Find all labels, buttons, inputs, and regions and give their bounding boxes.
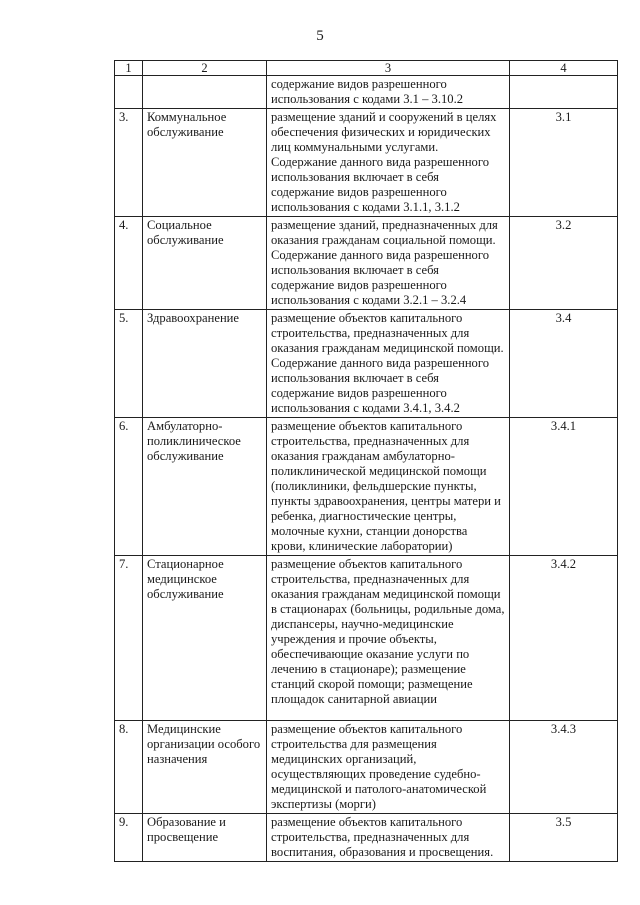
row-number: 6.: [115, 418, 143, 556]
use-description: размещение зданий и сооружений в целях обеспечения физических и юридических лиц коммунальными услугами. Содержание данного вида разрешенного использования включает в себя содержание видов разрешенного использования с кодами 3.1.1, 3.1.2: [267, 109, 510, 217]
table-header-row: [115, 61, 618, 76]
use-description: размещение объектов капитального строительства, предназначенных для оказания гражданам медицинской помощи. Содержание данного вида разрешенного использования включает в себя содержание видов разрешенного использования с кодами 3.4.1, 3.4.2: [267, 310, 510, 418]
row-number: 7.: [115, 556, 143, 721]
row-number: 3.: [115, 109, 143, 217]
row-number: 4.: [115, 217, 143, 310]
use-name: Коммунальное обслуживание: [143, 109, 267, 217]
use-name: [143, 76, 267, 109]
use-description: размещение объектов капитального строительства, предназначенных для воспитания, образования и просвещения.: [267, 814, 510, 862]
use-code: [510, 76, 618, 109]
table-row: [115, 310, 618, 418]
table-row: [115, 814, 618, 862]
use-name: Стационарное медицинское обслуживание: [143, 556, 267, 721]
row-number: 5.: [115, 310, 143, 418]
table-row: [115, 418, 618, 556]
row-number: [115, 76, 143, 109]
use-code: 3.5: [510, 814, 618, 862]
use-code: 3.4.1: [510, 418, 618, 556]
use-name: Амбулаторно-поликлиническое обслуживание: [143, 418, 267, 556]
row-number: 9.: [115, 814, 143, 862]
use-name: Медицинские организации особого назначения: [143, 721, 267, 814]
row-number: 8.: [115, 721, 143, 814]
use-code: 3.1: [510, 109, 618, 217]
page-number: 5: [316, 28, 324, 44]
table-row: [115, 109, 618, 217]
use-code: 3.2: [510, 217, 618, 310]
use-description: размещение объектов капитального строительства, предназначенных для оказания гражданам медицинской помощи в стационарах (больницы, родильные дома, диспансеры, научно-медицинские учреждения и прочие объекты, обеспечивающие оказание услуги по лечению в стационаре); размещение станций скорой помощи; размещение площадок санитарной авиации: [267, 556, 510, 721]
use-description: содержание видов разрешенного использования с кодами 3.1 – 3.10.2: [267, 76, 510, 109]
column-header-1: 1: [115, 61, 143, 76]
use-name: Здравоохранение: [143, 310, 267, 418]
column-header-4: 4: [510, 61, 618, 76]
table-row: [115, 556, 618, 721]
column-header-3: 3: [267, 61, 510, 76]
column-header-2: 2: [143, 61, 267, 76]
table-row: [115, 217, 618, 310]
use-description: размещение зданий, предназначенных для оказания гражданам социальной помощи. Содержание данного вида разрешенного использования включает в себя содержание видов разрешенного использования с кодами 3.2.1 – 3.2.4: [267, 217, 510, 310]
land-use-table: [114, 60, 618, 862]
use-description: размещение объектов капитального строительства для размещения медицинских организаций, осуществляющих проведение судебно-медицинской и патолого-анатомической экспертизы (морги): [267, 721, 510, 814]
use-code: 3.4: [510, 310, 618, 418]
use-code: 3.4.3: [510, 721, 618, 814]
use-name: Социальное обслуживание: [143, 217, 267, 310]
use-description: размещение объектов капитального строительства, предназначенных для оказания гражданам амбулаторно-поликлинической медицинской помощи (поликлиники, фельдшерские пункты, пункты здравоохранения, центры матери и ребенка, диагностические центры, молочные кухни, станции донорства крови, клинические лаборатории): [267, 418, 510, 556]
use-name: Образование и просвещение: [143, 814, 267, 862]
use-code: 3.4.2: [510, 556, 618, 721]
table-row: [115, 76, 618, 109]
table-row: [115, 721, 618, 814]
